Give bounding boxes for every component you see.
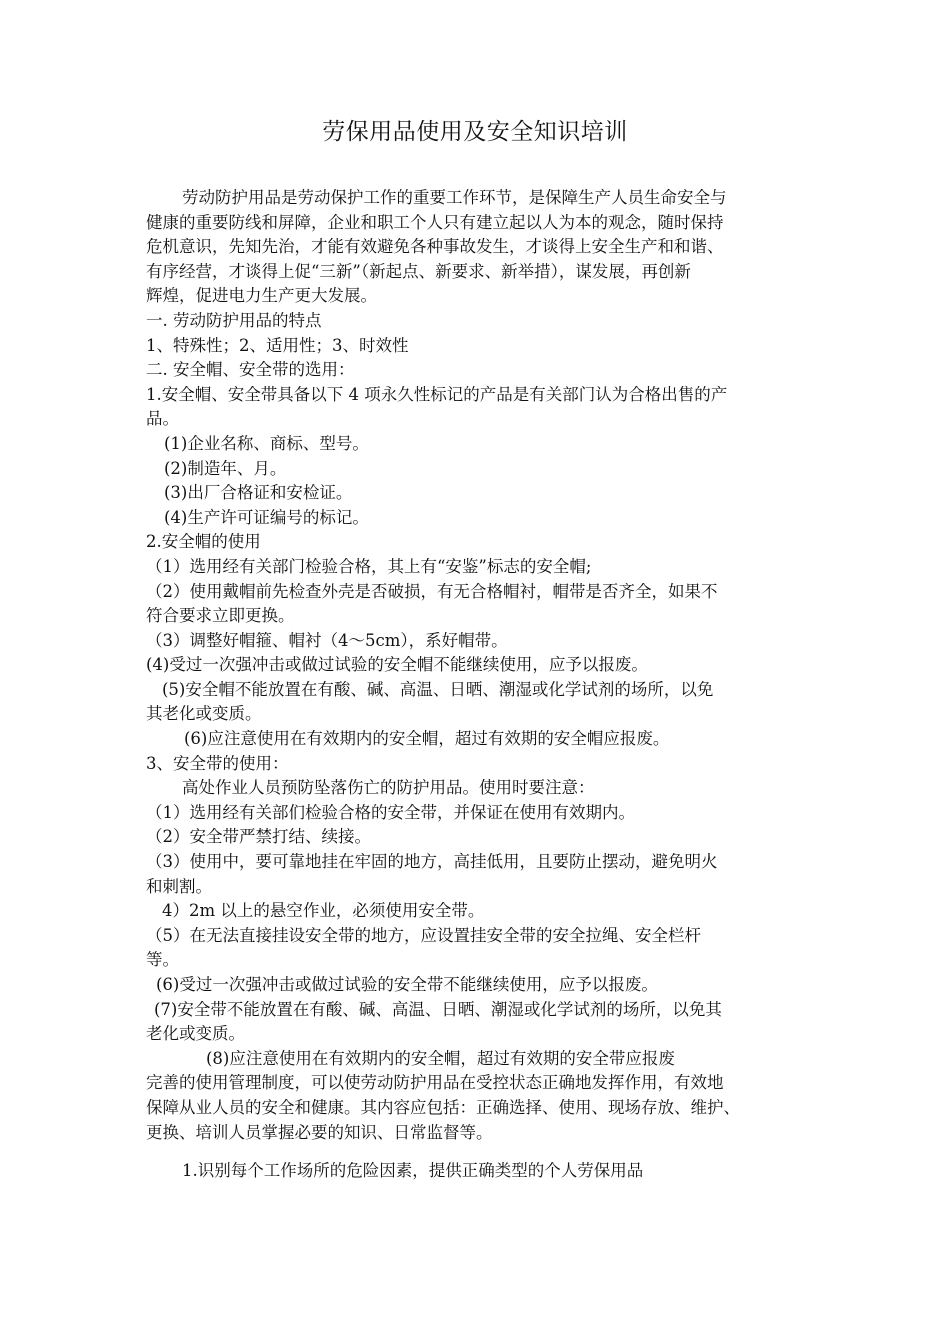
list-item: (6)受过一次强冲击或做过试验的安全带不能继续使用，应予以报废。 (156, 975, 658, 994)
list-item: 和刺割。 (146, 876, 212, 896)
list-item: (4)受过一次强冲击或做过试验的安全帽不能继续使用，应予以报废。 (146, 655, 648, 675)
subsection-heading: 3、安全带的使用： (146, 753, 289, 773)
list-item: 老化或变质。 (146, 1024, 245, 1044)
paragraph-line: 劳动防护用品是劳动保护工作的重要工作环节，是保障生产人员生命安全与 (182, 188, 727, 207)
paragraph-line: 高处作业人员预防坠落伤亡的防护用品。使用时要注意： (182, 778, 595, 798)
spacer (146, 1145, 810, 1159)
list-item: (8)应注意使用在有效期内的安全帽，超过有效期的安全带应报废 (206, 1048, 675, 1068)
list-item: (5)安全帽不能放置在有酸、碱、高温、日晒、潮湿或化学试剂的场所，以免 (162, 679, 714, 699)
subsection-heading: 2.安全帽的使用 (146, 532, 261, 552)
document-title: 劳保用品使用及安全知识培训 (322, 119, 628, 145)
list-item: （1）选用经有关部门检验合格，其上有“安鉴”标志的安全帽; (146, 556, 592, 576)
paragraph-line: 完善的使用管理制度，可以使劳动防护用品在受控状态正确地发挥作用，有效地 (146, 1073, 724, 1093)
list-item: (2)制造年、月。 (164, 458, 287, 478)
paragraph-line: 辉煌，促进电力生产更大发展。 (146, 286, 377, 306)
list-item: 4）2m 以上的悬空作业，必须使用安全带。 (162, 901, 485, 921)
list-item: （2）使用戴帽前先检查外壳是否破损，有无合格帽衬，帽带是否齐全，如果不 (146, 581, 718, 601)
list-item: (3)出厂合格证和安检证。 (164, 483, 353, 503)
list-item: （3）使用中，要可靠地挂在牢固的地方，高挂低用，且要防止摆动，避免明火 (146, 852, 718, 872)
section-heading: 一. 劳动防护用品的特点 (146, 310, 322, 330)
list-item: 1.识别每个工作场所的危险因素，提供正确类型的个人劳保用品 (182, 1161, 644, 1181)
list-item: (6)应注意使用在有效期内的安全帽，超过有效期的安全帽应报废。 (184, 729, 670, 749)
list-item: 符合要求立即更换。 (146, 606, 295, 626)
list-item: （3）调整好帽箍、帽衬（4～5cm），系好帽带。 (146, 630, 508, 650)
list-item: （5）在无法直接挂设安全带的地方，应设置挂安全带的安全拉绳、安全栏杆 (146, 925, 701, 945)
list-item: （2）安全带严禁打结、续接。 (146, 827, 371, 847)
list-item: （1）选用经有关部们检验合格的安全带，并保证在使用有效期内。 (146, 802, 635, 822)
list-item: 等。 (146, 950, 179, 970)
list-item: 其老化或变质。 (146, 704, 262, 724)
list-line: 1.安全帽、安全带具备以下 4 项永久性标记的产品是有关部门认为合格出售的产 (146, 384, 728, 404)
paragraph-line: 健康的重要防线和屏障，企业和职工个人只有建立起以人为本的观念，随时保持 (146, 212, 724, 232)
document-body (146, 186, 810, 1184)
list-line: 品。 (146, 409, 179, 429)
section-heading: 二. 安全帽、安全带的选用： (146, 360, 355, 380)
paragraph-line: 有序经营，才谈得上促“三新”（新起点、新要求、新举措），谋发展，再创新 (146, 261, 691, 281)
list-item: (1)企业名称、商标、型号。 (164, 433, 369, 453)
list-item: (4)生产许可证编号的标记。 (164, 507, 369, 527)
paragraph-line: 更换、培训人员掌握必要的知识、日常监督等。 (146, 1122, 493, 1142)
list-item: (7)安全带不能放置在有酸、碱、高温、日晒、潮湿或化学试剂的场所，以免其 (154, 999, 722, 1019)
paragraph-line: 危机意识，先知先治，才能有效避免各种事故发生，才谈得上安全生产和和谐、 (146, 237, 724, 257)
list-line: 1、特殊性；2、适用性；3、时效性 (146, 335, 409, 355)
paragraph-line: 保障从业人员的安全和健康。其内容应包括：正确选择、使用、现场存放、维护、 (146, 1097, 740, 1117)
